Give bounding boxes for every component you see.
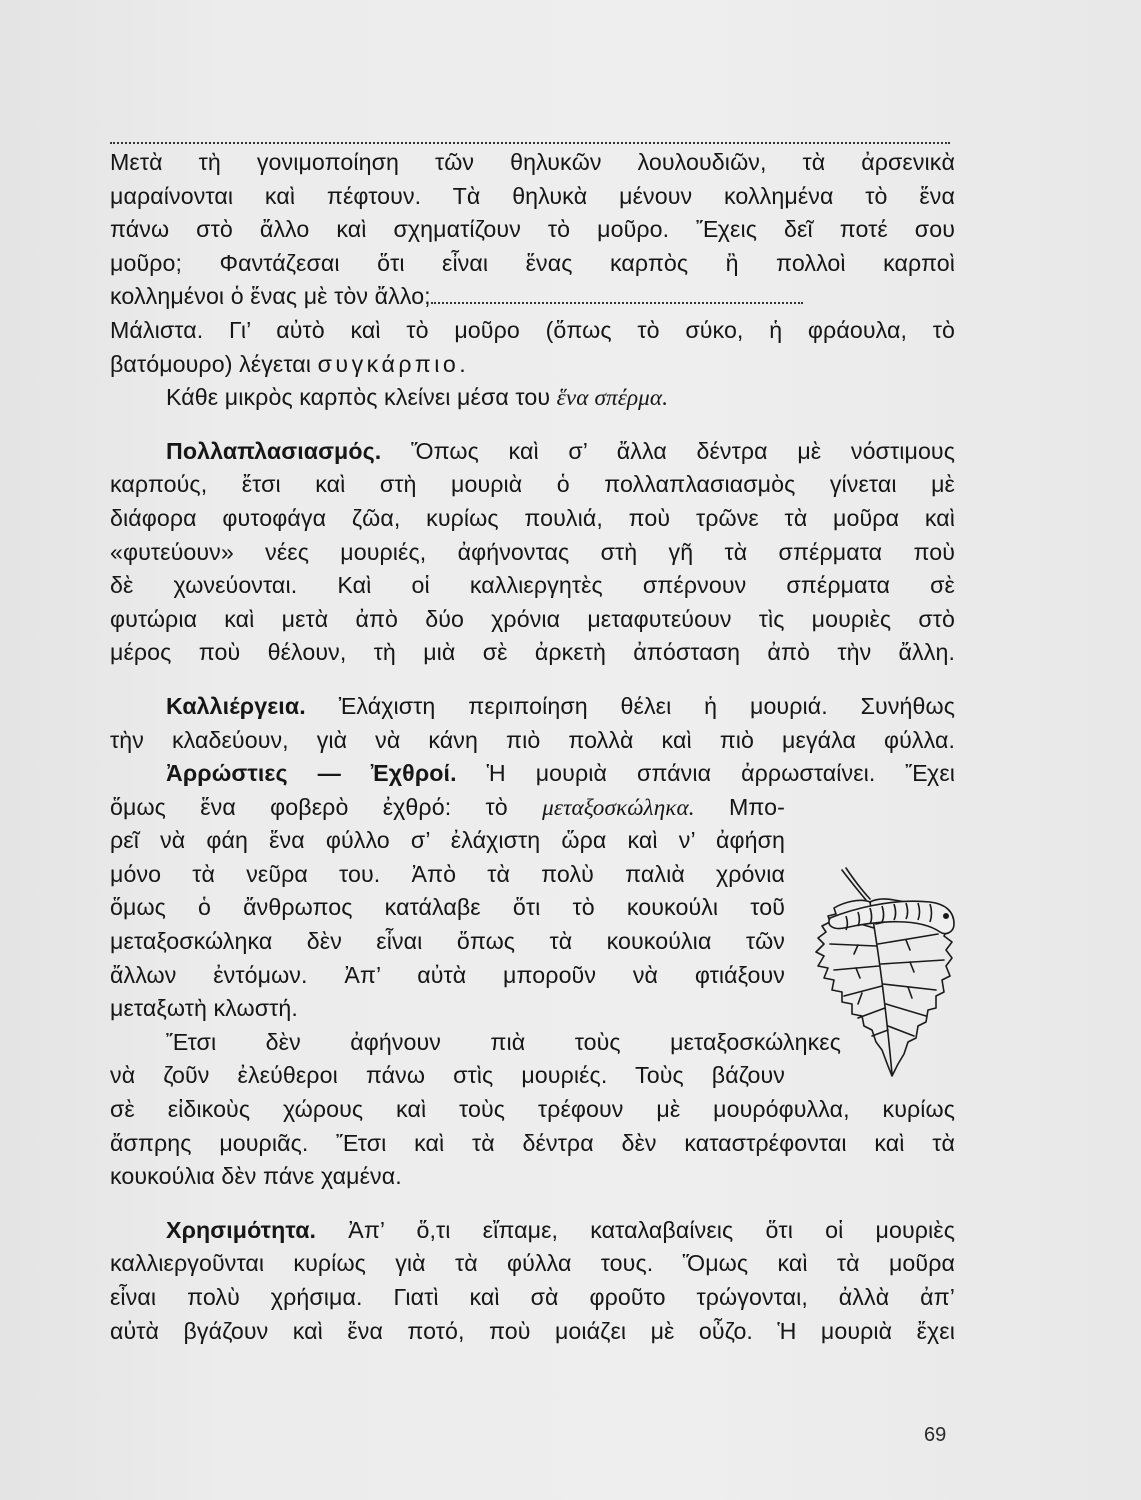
text-line: καρπούς, ἔτσι καὶ στὴ μουριὰ ὁ πολλαπλασιασμὸς γίνεται μὲ xyxy=(110,471,955,498)
answer-dotted-line xyxy=(110,128,950,144)
text-line: αὐτὰ βγάζουν καὶ ἕνα ποτό, ποὺ μοιάζει μὲ οὖζο. Ἡ μουριὰ ἔχει xyxy=(110,1317,955,1344)
text-line xyxy=(110,690,955,724)
text-fragment: Ὅπως καὶ σ’ ἄλλα δέντρα μὲ νόστιμους xyxy=(410,437,955,464)
text-line: φυτώρια καὶ μετὰ ἀπὸ δύο χρόνια μεταφυτεύουν τὶς μουριὲς στὸ xyxy=(110,605,955,632)
text-line: Μάλιστα. Γι’ αὐτὸ καὶ τὸ μοῦρο (ὅπως τὸ σύκο, ἡ φράουλα, τὸ xyxy=(110,316,955,343)
text-line: μόνο τὰ νεῦρα του. Ἀπὸ τὰ πολὺ παλιὰ χρόνια xyxy=(110,860,785,887)
text-fragment: ὅμως ἕνα φοβερὸ ἐχθρό: τὸ xyxy=(110,793,508,820)
mulberry-leaf-illustration xyxy=(800,858,965,1093)
text-fragment: βατόμουρο) λέγεται xyxy=(110,350,312,377)
text-line: μοῦρο; Φαντάζεσαι ὅτι εἶναι ἕνας καρπὸς ἢ πολλοὶ καρποὶ xyxy=(110,249,955,276)
text-line xyxy=(110,757,955,791)
silkworm-illustration xyxy=(829,901,954,933)
text-line xyxy=(110,791,785,825)
text-line: τὴν κλαδεύουν, γιὰ νὰ κάνη πιὸ πολλὰ καὶ πιὸ μεγάλα φύλλα. xyxy=(110,726,955,753)
section-heading: Πολλαπλασιασμός. xyxy=(166,437,382,464)
text-line: Μετὰ τὴ γονιμοποίηση τῶν θηλυκῶν λουλουδιῶν, τὰ ἀρσενικὰ xyxy=(110,149,955,175)
text-line: εἶναι πολὺ χρήσιμα. Γιατὶ καὶ σὰ φροῦτο τρώγονται, ἀλλὰ ἀπ’ xyxy=(110,1284,955,1310)
text-fragment: Μπο- xyxy=(729,793,786,820)
text-line: σὲ εἰδικοὺς χώρους καὶ τοὺς τρέφουν μὲ μουρόφυλλα, κυρίως xyxy=(110,1096,955,1123)
text-line: καλλιεργοῦνται κυρίως γιὰ τὰ φύλλα τους. Ὅμως καὶ τὰ μοῦρα xyxy=(110,1250,955,1277)
text-line: δὲ χωνεύονται. Καὶ οἱ καλλιεργητὲς σπέρνουν σπέρματα σὲ xyxy=(110,572,955,599)
text-line xyxy=(110,1214,955,1248)
text-fragment: Ἡ μουριὰ σπάνια ἀρρωσταίνει. Ἔχει xyxy=(486,760,956,787)
text-line: κουκούλια δὲν πάνε χαμένα. xyxy=(110,1163,402,1190)
text-line xyxy=(110,381,955,415)
section-heading: Χρησιμότητα. xyxy=(166,1216,317,1243)
text-line xyxy=(110,280,955,314)
text-line: μεταξοσκώληκα δὲν εἶναι ὅπως τὰ κουκούλια τῶν xyxy=(110,928,785,955)
italic-term: ἕνα σπέρμα. xyxy=(556,385,669,412)
text-line: ἄλλων ἐντόμων. Ἀπ’ αὐτὰ μποροῦν νὰ φτιάξουν xyxy=(110,961,785,988)
text-fragment: Κάθε μικρὸς καρπὸς κλείνει μέσα του xyxy=(166,384,551,411)
text-line: νὰ ζοῦν ἐλεύθεροι πάνω στὶς μουριές. Τοὺς βάζουν xyxy=(110,1062,785,1089)
text-line: «φυτεύουν» νέες μουριές, ἀφήνοντας στὴ γῆ τὰ σπέρματα ποὺ xyxy=(110,538,955,565)
section-heading: Ἀρρώστιες — Ἐχθροί. xyxy=(166,760,457,787)
body-text xyxy=(110,128,955,1348)
emphasized-term: συγκάρπιο. xyxy=(317,350,470,377)
text-line: Ἔτσι δὲν ἀφήνουν πιὰ τοὺς μεταξοσκώληκες xyxy=(166,1028,841,1055)
text-line: διάφορα φυτοφάγα ζῶα, κυρίως πουλιά, ποὺ τρῶνε τὰ μοῦρα καὶ xyxy=(110,504,955,531)
question-text: κολλημένοι ὁ ἕνας μὲ τὸν ἄλλο; xyxy=(110,283,431,310)
text-line: μέρος ποὺ θέλουν, τὴ μιὰ σὲ ἀρκετὴ ἀπόσταση ἀπὸ τὴν ἄλλη. xyxy=(110,639,955,666)
answer-dotted-fill xyxy=(431,288,803,304)
text-line: ἄσπρης μουριᾶς. Ἔτσι καὶ τὰ δέντρα δὲν καταστρέφονται καὶ τὰ xyxy=(110,1129,955,1156)
text-line: μαραίνονται καὶ πέφτουν. Τὰ θηλυκὰ μένουν κολλημένα τὸ ἕνα xyxy=(110,182,955,209)
text-line: πάνω στὸ ἄλλο καὶ σχηματίζουν τὸ μοῦρο. Ἔχεις δεῖ ποτέ σου xyxy=(110,216,955,243)
page-number: 69 xyxy=(924,1424,947,1446)
text-fragment: Ἀπ’ ὅ,τι εἴπαμε, καταλαβαίνεις ὅτι οἱ μουριὲς xyxy=(348,1216,955,1243)
section-heading: Καλλιέργεια. xyxy=(166,692,306,719)
text-line: ρεῖ νὰ φάη ἕνα φύλλο σ’ ἐλάχιστη ὥρα καὶ ν’ ἀφήση xyxy=(110,827,785,854)
text-line xyxy=(110,348,955,382)
text-line xyxy=(110,435,955,469)
text-fragment: Ἐλάχιστη περιποίηση θέλει ἡ μουριά. Συνήθως xyxy=(338,692,955,719)
text-line: ὅμως ὁ ἄνθρωπος κατάλαβε ὅτι τὸ κουκούλι τοῦ xyxy=(110,894,785,921)
leaf-stem xyxy=(842,870,866,900)
text-line: μεταξωτὴ κλωστή. xyxy=(110,995,298,1022)
italic-term: μεταξοσκώληκα. xyxy=(542,794,695,821)
